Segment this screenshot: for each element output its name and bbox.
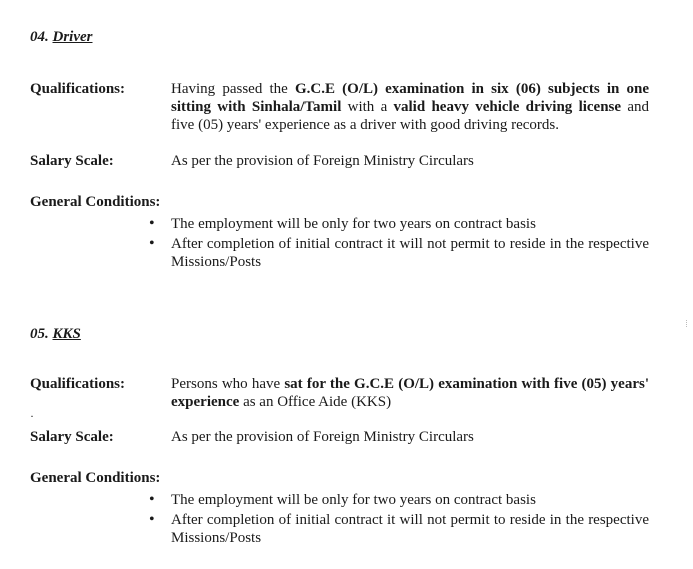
salary-scale-text: As per the provision of Foreign Ministry Circulars [171, 429, 474, 445]
general-conditions-label: General Conditions: [30, 194, 161, 210]
condition-item: • The employment will be only for two years on contract basis [171, 491, 649, 509]
qualifications-text-post: as an Office Aide (KKS) [239, 394, 392, 410]
conditions-list [171, 215, 649, 273]
general-conditions-label: General Conditions: [30, 470, 161, 486]
section-number: 05. [30, 326, 49, 342]
qualifications-text [171, 80, 649, 134]
qualifications-text-bold: sat for the G.C.E (O/L) examination with five (05) years' experience [171, 376, 649, 410]
qualifications-text [171, 375, 649, 411]
qualifications-text-mid: with a [341, 99, 394, 115]
qualifications-text-bold: G.C.E (O/L) examination in six (06) subjects in one sitting with Sinhala/Tamil [171, 81, 649, 115]
qualifications-label: Qualifications: [30, 81, 126, 97]
stray-mark: · [30, 409, 34, 423]
salary-scale-label: Salary Scale: [30, 429, 114, 445]
condition-item: • After completion of initial contract it will not permit to reside in the respective Missions/Posts [171, 235, 649, 271]
qualifications-text-pre: Having passed the [171, 81, 295, 97]
qualifications-text-bold: valid heavy vehicle driving license [393, 99, 622, 115]
qualifications-text-pre: Persons who have [171, 376, 285, 392]
condition-item: • After completion of initial contract it will not permit to reside in the respective Missions/Posts [171, 511, 649, 547]
section-number: 04. [30, 29, 49, 45]
conditions-list [171, 491, 649, 549]
scan-speck [686, 320, 689, 327]
salary-scale-label: Salary Scale: [30, 153, 114, 169]
section-heading-kks [30, 325, 81, 343]
condition-item: • The employment will be only for two years on contract basis [171, 215, 649, 233]
qualifications-label: Qualifications: [30, 376, 126, 392]
qualifications-text-post: and five (05) years' experience as a driver with good driving records. [171, 99, 649, 133]
section-title: KKS [52, 326, 81, 342]
section-title: Driver [52, 29, 93, 45]
salary-scale-text: As per the provision of Foreign Ministry Circulars [171, 153, 474, 169]
section-heading-driver [30, 28, 93, 46]
